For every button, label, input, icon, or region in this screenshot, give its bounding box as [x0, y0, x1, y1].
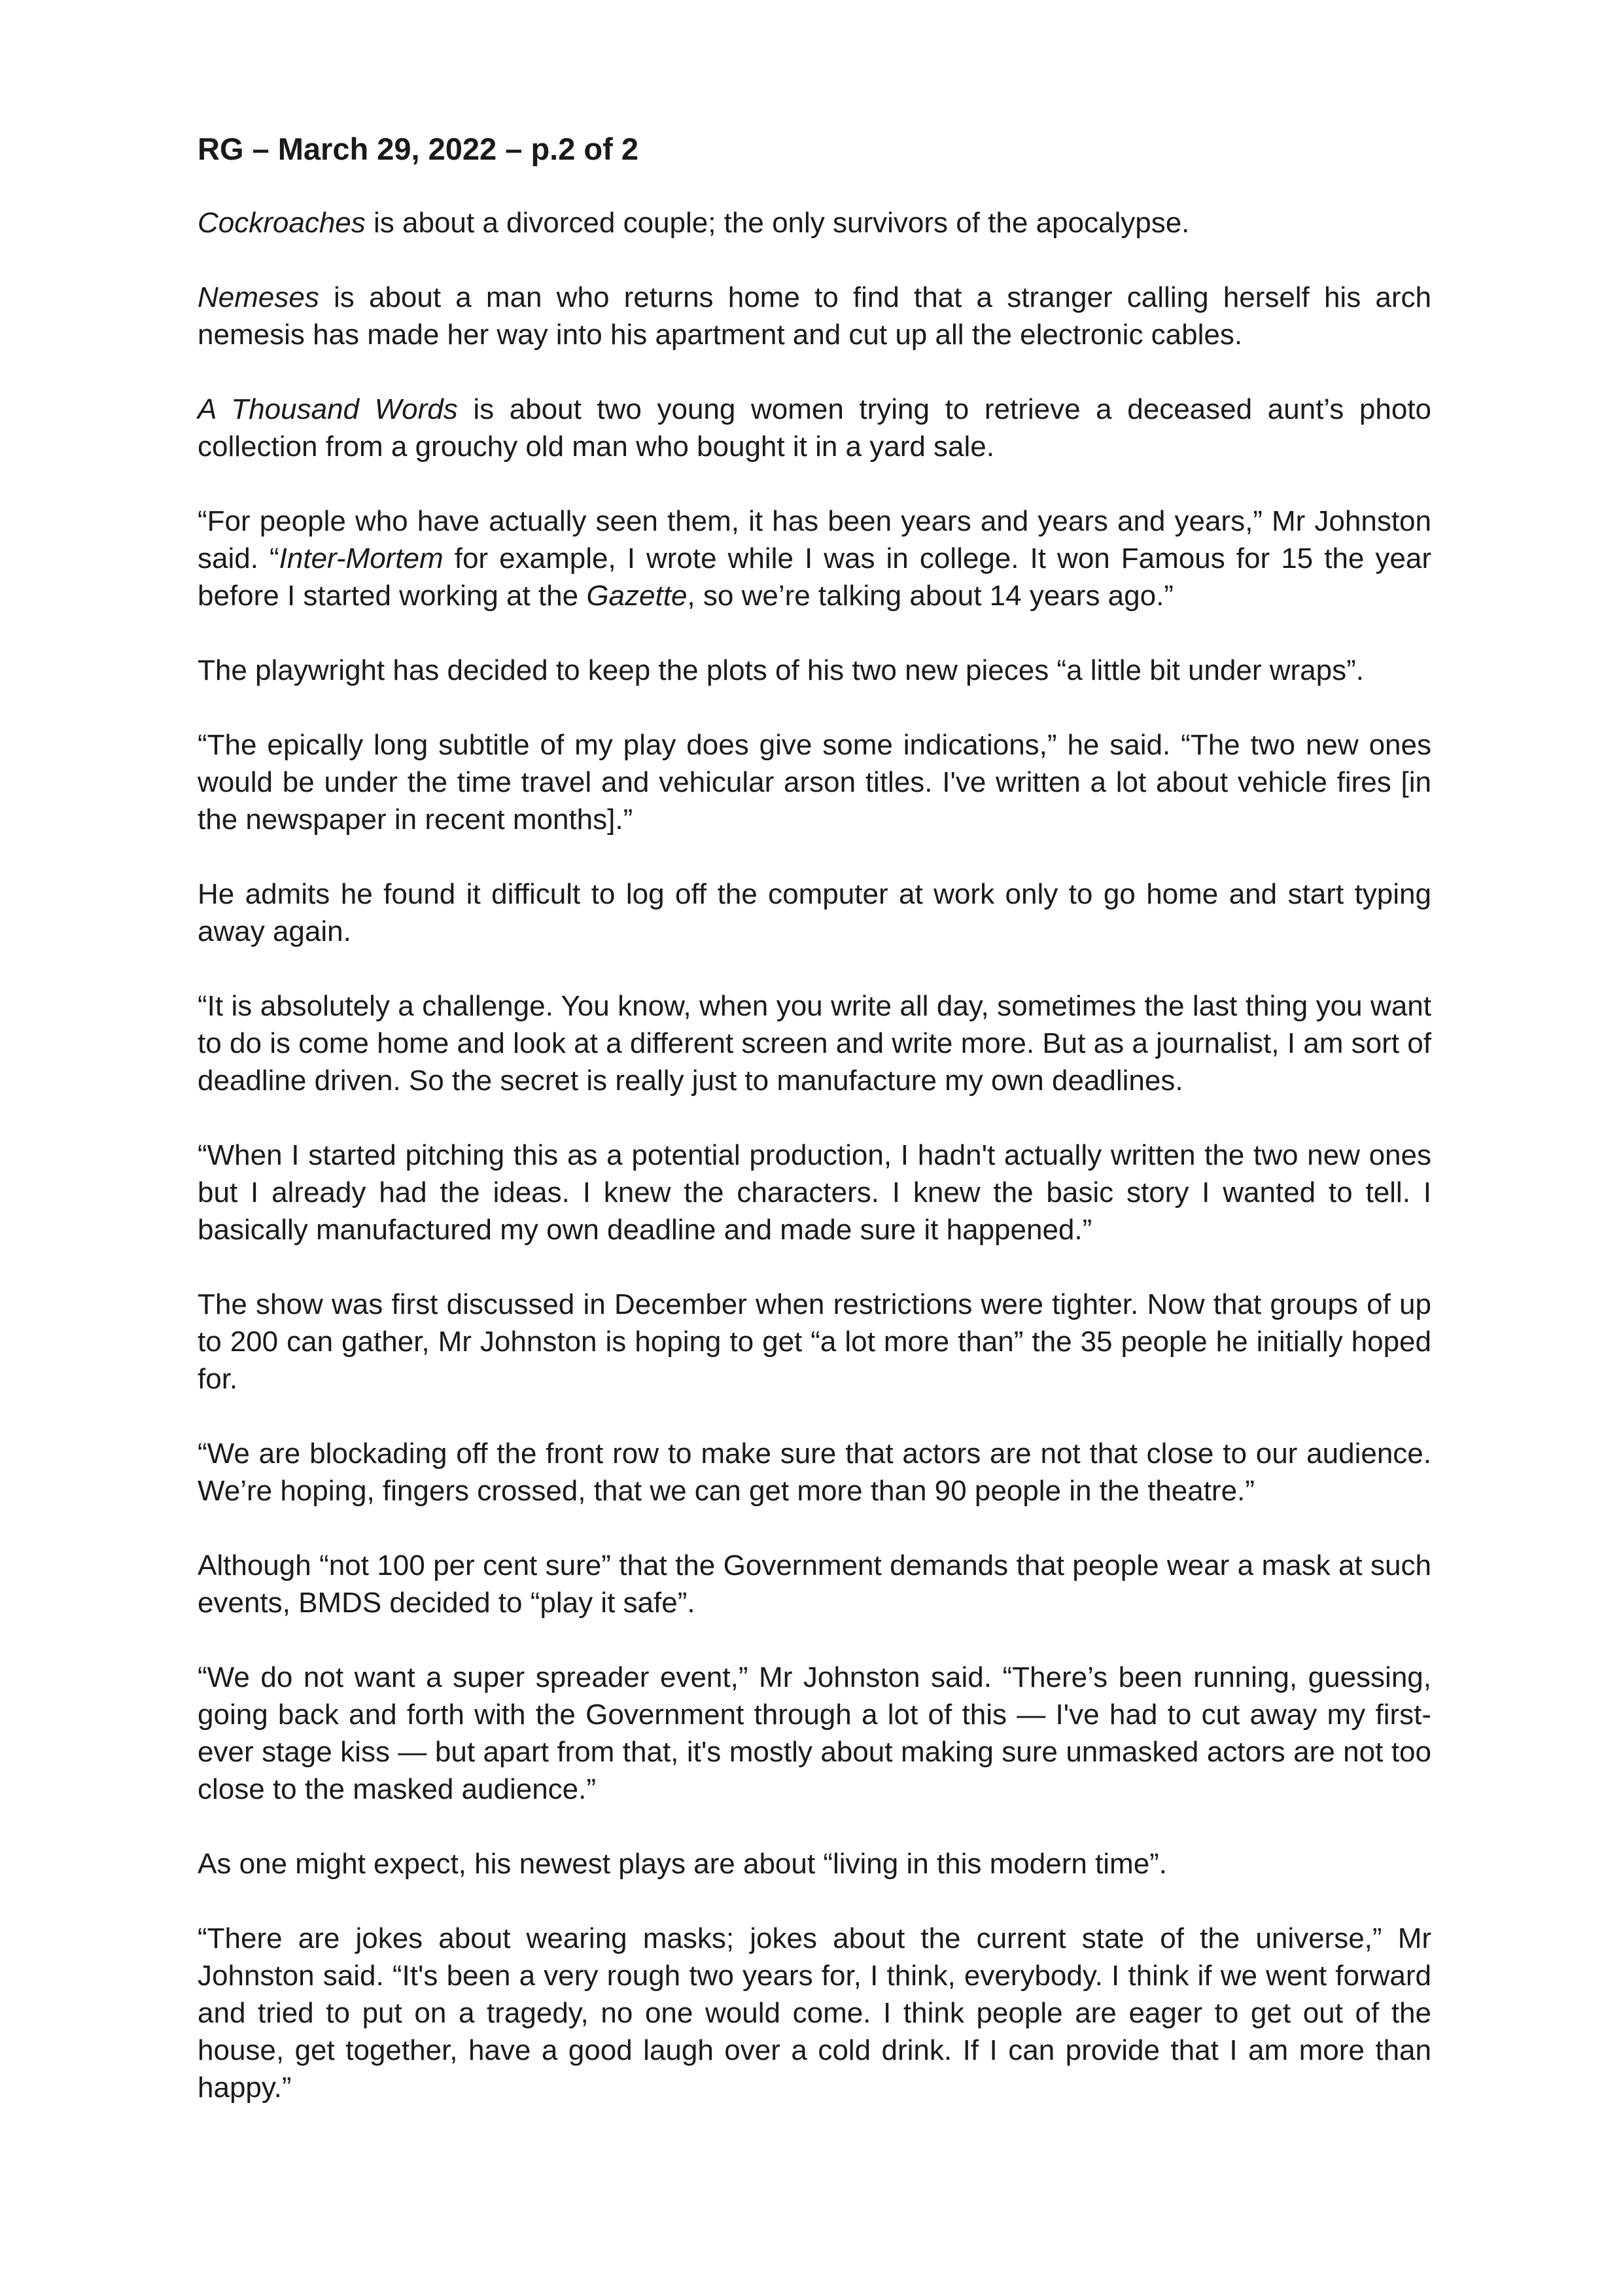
paragraph-text: , so we’re talking about 14 years ago.” — [687, 580, 1174, 612]
page-header: RG – March 29, 2022 – p.2 of 2 — [198, 132, 638, 166]
article-paragraph — [198, 279, 1431, 353]
article-paragraph — [198, 726, 1431, 838]
italic-title-text: Gazette — [586, 580, 688, 612]
paragraph-text: for example, I wrote while I was in college. It won Famous for 15 the year before I started working at the — [198, 542, 1432, 612]
paragraph-text: “The epically long subtitle of my play does give some indications,” he said. “The two new ones would be under the time travel and vehicular arson titles. I've written a lot about vehicle fires [in the newspaper in recent months].” — [198, 729, 1431, 836]
article-paragraph — [198, 1845, 1431, 1882]
paragraph-text: is about a man who returns home to find that a stranger calling herself his arch nemesis has made her way into his apartment and cut up all the electronic cables. — [198, 281, 1431, 351]
paragraph-text: As one might expect, his newest plays are about “living in this modern time”. — [198, 1848, 1168, 1880]
article-paragraph — [198, 1286, 1431, 1398]
article-paragraph — [198, 391, 1431, 465]
paragraph-text: Although “not 100 per cent sure” that the Government demands that people wear a mask at such events, BMDS decided to “play it safe”. — [198, 1549, 1431, 1619]
article-paragraph — [198, 1547, 1431, 1621]
paragraph-text: is about a divorced couple; the only survivors of the apocalypse. — [365, 207, 1190, 239]
article-paragraph — [198, 652, 1431, 689]
paragraph-text: “We do not want a super spreader event,” Mr Johnston said. “There’s been running, guessing, going back and forth with the Government through a lot of this — I've had to cut away my first-ever stage kiss — but apart from that, it's mostly about making sure unmasked actors are not too close to the masked audience.” — [198, 1661, 1431, 1805]
paragraph-text: “For people who have actually seen them, it has been years and years and years,” Mr Johnston said. “ — [198, 505, 1431, 574]
italic-title-text: Inter-Mortem — [279, 542, 444, 574]
article-body — [198, 204, 1431, 2106]
paragraph-text: “There are jokes about wearing masks; jokes about the current state of the universe,” Mr Johnston said. “It's been a very rough two years for, I think, everybody. I think if we went forward and tried to put on a tragedy, no one would come. I think people are eager to get out of the house, get together, have a good laugh over a cold drink. If I can provide that I am more than happy.” — [198, 1922, 1431, 2104]
document-page — [198, 131, 1431, 2144]
paragraph-text: is about two young women trying to retrieve a deceased aunt’s photo collection from a grouchy old man who bought it in a yard sale. — [198, 393, 1431, 463]
article-paragraph — [198, 875, 1431, 950]
paragraph-text: “When I started pitching this as a potential production, I hadn't actually written the two new ones but I already had the ideas. I knew the characters. I knew the basic story I wanted to tell. I basically manufactured my own deadline and made sure it happened.” — [198, 1139, 1431, 1246]
article-paragraph — [198, 1659, 1431, 1808]
italic-title-text: Nemeses — [198, 281, 319, 313]
article-paragraph — [198, 1137, 1431, 1248]
article-paragraph — [198, 1435, 1431, 1510]
paragraph-text: The playwright has decided to keep the plots of his two new pieces “a little bit under wraps”. — [198, 654, 1364, 686]
article-paragraph — [198, 503, 1431, 614]
paragraph-text: He admits he found it difficult to log off the computer at work only to go home and start typing away again. — [198, 878, 1431, 947]
paragraph-text: The show was first discussed in December when restrictions were tighter. Now that groups of up to 200 can gather, Mr Johnston is hoping to get “a lot more than” the 35 people he initially hoped for. — [198, 1288, 1431, 1395]
article-paragraph — [198, 987, 1431, 1099]
paragraph-text: “It is absolutely a challenge. You know, when you write all day, sometimes the last thing you want to do is come home and look at a different screen and write more. But as a journalist, I am sort of deadline driven. So the secret is really just to manufacture my own deadlines. — [198, 990, 1431, 1097]
article-paragraph — [198, 204, 1431, 241]
article-paragraph — [198, 1920, 1431, 2106]
paragraph-text: “We are blockading off the front row to make sure that actors are not that close to our audience. We’re hoping, fingers crossed, that we can get more than 90 people in the theatre.” — [198, 1438, 1431, 1507]
italic-title-text: A Thousand Words — [198, 393, 458, 425]
italic-title-text: Cockroaches — [198, 207, 366, 239]
